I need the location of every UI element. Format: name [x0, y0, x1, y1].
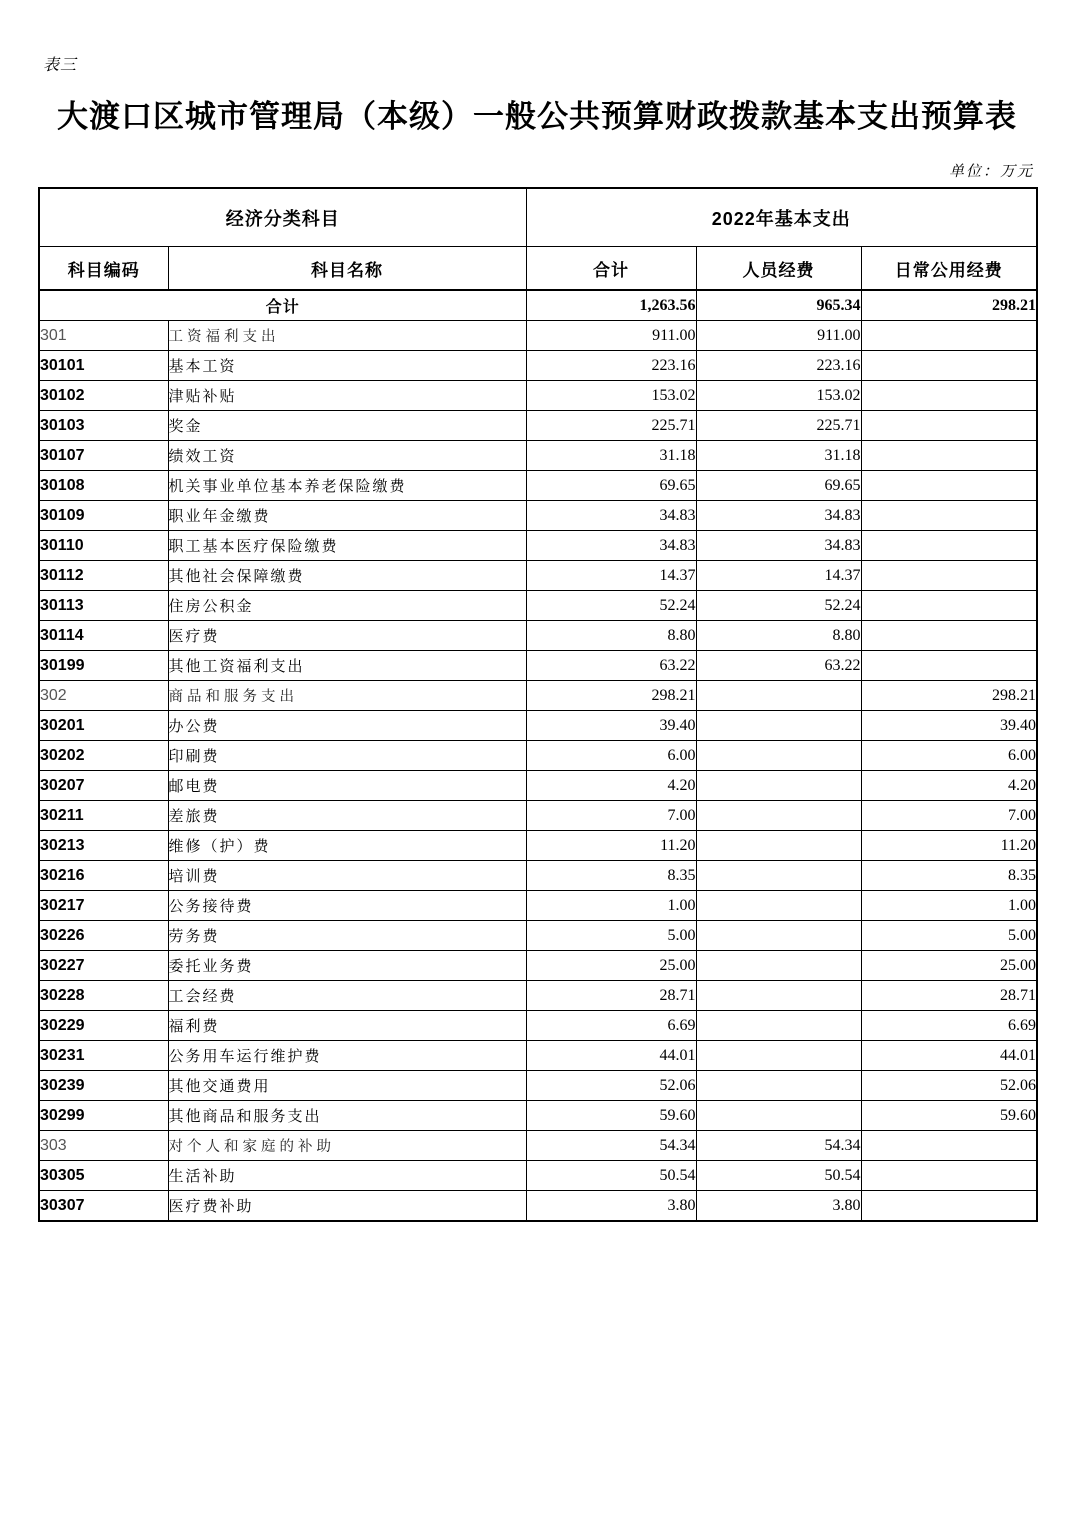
subject-code-cell: 30107 [39, 441, 168, 471]
daily-public-expense-cell [861, 501, 1037, 531]
subject-name-cell: 工资福利支出 [168, 321, 526, 351]
daily-public-expense-cell: 4.20 [861, 771, 1037, 801]
table-row [39, 471, 1037, 501]
total-cell: 44.01 [526, 1041, 696, 1071]
table-row [39, 411, 1037, 441]
daily-public-expense-cell: 11.20 [861, 831, 1037, 861]
total-cell: 31.18 [526, 441, 696, 471]
total-cell: 223.16 [526, 351, 696, 381]
table-row [39, 891, 1037, 921]
total-cell: 8.80 [526, 621, 696, 651]
daily-public-expense-cell: 44.01 [861, 1041, 1037, 1071]
personnel-expense-cell: 14.37 [696, 561, 861, 591]
col-header-total: 合计 [526, 247, 696, 291]
budget-table [38, 187, 1038, 1222]
daily-public-expense-cell [861, 621, 1037, 651]
subject-name-cell: 其他工资福利支出 [168, 651, 526, 681]
personnel-expense-cell [696, 921, 861, 951]
total-cell: 3.80 [526, 1191, 696, 1222]
personnel-expense-cell: 223.16 [696, 351, 861, 381]
subject-code-cell: 30114 [39, 621, 168, 651]
table-row [39, 741, 1037, 771]
subject-code-cell: 30199 [39, 651, 168, 681]
daily-public-expense-cell [861, 381, 1037, 411]
col-header-subject-code: 科目编码 [39, 247, 168, 291]
unit-note: 单位：万元 [948, 162, 1034, 180]
subject-code-cell: 30207 [39, 771, 168, 801]
daily-public-expense-cell: 1.00 [861, 891, 1037, 921]
total-cell: 28.71 [526, 981, 696, 1011]
personnel-expense-cell [696, 1011, 861, 1041]
total-cell: 7.00 [526, 801, 696, 831]
daily-public-expense-cell [861, 1161, 1037, 1191]
subject-code-cell: 30101 [39, 351, 168, 381]
total-cell: 25.00 [526, 951, 696, 981]
personnel-expense-cell [696, 681, 861, 711]
table-row [39, 381, 1037, 411]
total-cell: 1.00 [526, 891, 696, 921]
total-cell: 6.00 [526, 741, 696, 771]
personnel-expense-cell [696, 1101, 861, 1131]
personnel-expense-cell [696, 1041, 861, 1071]
daily-public-expense-cell [861, 1191, 1037, 1222]
table-row [39, 981, 1037, 1011]
daily-public-expense-cell: 59.60 [861, 1101, 1037, 1131]
personnel-expense-cell: 34.83 [696, 501, 861, 531]
daily-public-expense-cell: 298.21 [861, 681, 1037, 711]
grand-total-daily: 298.21 [861, 290, 1037, 321]
subject-name-cell: 绩效工资 [168, 441, 526, 471]
total-cell: 5.00 [526, 921, 696, 951]
subject-code-cell: 30201 [39, 711, 168, 741]
total-cell: 14.37 [526, 561, 696, 591]
table-row [39, 1071, 1037, 1101]
table-row [39, 1191, 1037, 1222]
subject-name-cell: 商品和服务支出 [168, 681, 526, 711]
personnel-expense-cell [696, 891, 861, 921]
personnel-expense-cell [696, 981, 861, 1011]
subject-code-cell: 30102 [39, 381, 168, 411]
subject-name-cell: 其他社会保障缴费 [168, 561, 526, 591]
daily-public-expense-cell: 5.00 [861, 921, 1037, 951]
subject-code-cell: 30211 [39, 801, 168, 831]
table-row [39, 681, 1037, 711]
personnel-expense-cell [696, 711, 861, 741]
table-row [39, 591, 1037, 621]
header-group-row [39, 188, 1037, 247]
total-cell: 59.60 [526, 1101, 696, 1131]
subject-name-cell: 工会经费 [168, 981, 526, 1011]
personnel-expense-cell: 225.71 [696, 411, 861, 441]
subject-code-cell: 30227 [39, 951, 168, 981]
table-row [39, 711, 1037, 741]
personnel-expense-cell: 52.24 [696, 591, 861, 621]
total-cell: 52.06 [526, 1071, 696, 1101]
personnel-expense-cell: 50.54 [696, 1161, 861, 1191]
grand-total-amount: 1,263.56 [526, 290, 696, 321]
subject-name-cell: 津贴补贴 [168, 381, 526, 411]
table-row [39, 501, 1037, 531]
daily-public-expense-cell: 8.35 [861, 861, 1037, 891]
daily-public-expense-cell: 52.06 [861, 1071, 1037, 1101]
daily-public-expense-cell: 7.00 [861, 801, 1037, 831]
subject-name-cell: 劳务费 [168, 921, 526, 951]
daily-public-expense-cell: 6.69 [861, 1011, 1037, 1041]
personnel-expense-cell [696, 951, 861, 981]
daily-public-expense-cell [861, 441, 1037, 471]
daily-public-expense-cell [861, 351, 1037, 381]
table-header [39, 188, 1037, 290]
daily-public-expense-cell [861, 561, 1037, 591]
grand-total-personnel: 965.34 [696, 290, 861, 321]
subject-code-cell: 30299 [39, 1101, 168, 1131]
col-header-personnel-expense: 人员经费 [696, 247, 861, 291]
total-cell: 911.00 [526, 321, 696, 351]
personnel-expense-cell: 69.65 [696, 471, 861, 501]
subject-code-cell: 301 [39, 321, 168, 351]
total-cell: 4.20 [526, 771, 696, 801]
subject-name-cell: 基本工资 [168, 351, 526, 381]
table-row [39, 951, 1037, 981]
table-row [39, 1041, 1037, 1071]
subject-code-cell: 302 [39, 681, 168, 711]
total-cell: 153.02 [526, 381, 696, 411]
subject-code-cell: 303 [39, 1131, 168, 1161]
subject-name-cell: 职工基本医疗保险缴费 [168, 531, 526, 561]
subject-code-cell: 30103 [39, 411, 168, 441]
total-cell: 225.71 [526, 411, 696, 441]
subject-name-cell: 印刷费 [168, 741, 526, 771]
total-cell: 54.34 [526, 1131, 696, 1161]
subject-name-cell: 福利费 [168, 1011, 526, 1041]
total-cell: 52.24 [526, 591, 696, 621]
total-cell: 34.83 [526, 501, 696, 531]
subject-code-cell: 30213 [39, 831, 168, 861]
subject-name-cell: 其他交通费用 [168, 1071, 526, 1101]
daily-public-expense-cell [861, 531, 1037, 561]
subject-code-cell: 30112 [39, 561, 168, 591]
daily-public-expense-cell: 6.00 [861, 741, 1037, 771]
subject-name-cell: 住房公积金 [168, 591, 526, 621]
table-row [39, 771, 1037, 801]
header-2022-basic-expenditure: 2022年基本支出 [526, 188, 1037, 247]
personnel-expense-cell: 153.02 [696, 381, 861, 411]
budget-table-body [39, 290, 1037, 1221]
table-row [39, 921, 1037, 951]
subject-code-cell: 30109 [39, 501, 168, 531]
personnel-expense-cell: 34.83 [696, 531, 861, 561]
daily-public-expense-cell [861, 1131, 1037, 1161]
personnel-expense-cell [696, 741, 861, 771]
subject-code-cell: 30110 [39, 531, 168, 561]
page-title: 大渡口区城市管理局（本级）一般公共预算财政拨款基本支出预算表 [57, 99, 1017, 134]
personnel-expense-cell: 911.00 [696, 321, 861, 351]
subject-name-cell: 差旅费 [168, 801, 526, 831]
subject-name-cell: 生活补助 [168, 1161, 526, 1191]
subject-code-cell: 30217 [39, 891, 168, 921]
subject-name-cell: 公务接待费 [168, 891, 526, 921]
personnel-expense-cell: 63.22 [696, 651, 861, 681]
subject-name-cell: 职业年金缴费 [168, 501, 526, 531]
table-row [39, 651, 1037, 681]
col-header-subject-name: 科目名称 [168, 247, 526, 291]
col-header-daily-public-expense: 日常公用经费 [861, 247, 1037, 291]
table-row [39, 561, 1037, 591]
table-row [39, 441, 1037, 471]
daily-public-expense-cell [861, 651, 1037, 681]
subject-code-cell: 30216 [39, 861, 168, 891]
table-row [39, 531, 1037, 561]
header-columns-row [39, 247, 1037, 291]
daily-public-expense-cell [861, 411, 1037, 441]
personnel-expense-cell [696, 771, 861, 801]
table-label: 表三 [43, 55, 78, 74]
table-row [39, 1131, 1037, 1161]
personnel-expense-cell: 3.80 [696, 1191, 861, 1222]
subject-name-cell: 委托业务费 [168, 951, 526, 981]
table-row [39, 1101, 1037, 1131]
subject-name-cell: 邮电费 [168, 771, 526, 801]
total-cell: 63.22 [526, 651, 696, 681]
subject-name-cell: 医疗费补助 [168, 1191, 526, 1222]
daily-public-expense-cell: 39.40 [861, 711, 1037, 741]
total-cell: 8.35 [526, 861, 696, 891]
daily-public-expense-cell: 25.00 [861, 951, 1037, 981]
subject-code-cell: 30231 [39, 1041, 168, 1071]
daily-public-expense-cell: 28.71 [861, 981, 1037, 1011]
subject-code-cell: 30108 [39, 471, 168, 501]
subject-name-cell: 其他商品和服务支出 [168, 1101, 526, 1131]
grand-total-row [39, 290, 1037, 321]
subject-code-cell: 30202 [39, 741, 168, 771]
personnel-expense-cell [696, 801, 861, 831]
subject-name-cell: 公务用车运行维护费 [168, 1041, 526, 1071]
table-row [39, 351, 1037, 381]
subject-name-cell: 办公费 [168, 711, 526, 741]
total-cell: 69.65 [526, 471, 696, 501]
table-row [39, 321, 1037, 351]
subject-code-cell: 30305 [39, 1161, 168, 1191]
daily-public-expense-cell [861, 321, 1037, 351]
table-row [39, 801, 1037, 831]
subject-name-cell: 培训费 [168, 861, 526, 891]
subject-code-cell: 30229 [39, 1011, 168, 1041]
table-row [39, 831, 1037, 861]
subject-code-cell: 30226 [39, 921, 168, 951]
total-cell: 6.69 [526, 1011, 696, 1041]
table-row [39, 1161, 1037, 1191]
table-row [39, 861, 1037, 891]
subject-name-cell: 对个人和家庭的补助 [168, 1131, 526, 1161]
daily-public-expense-cell [861, 591, 1037, 621]
grand-total-label: 合计 [39, 290, 526, 321]
total-cell: 50.54 [526, 1161, 696, 1191]
subject-name-cell: 奖金 [168, 411, 526, 441]
personnel-expense-cell [696, 1071, 861, 1101]
subject-name-cell: 医疗费 [168, 621, 526, 651]
total-cell: 11.20 [526, 831, 696, 861]
total-cell: 298.21 [526, 681, 696, 711]
subject-code-cell: 30228 [39, 981, 168, 1011]
personnel-expense-cell [696, 861, 861, 891]
personnel-expense-cell [696, 831, 861, 861]
subject-code-cell: 30307 [39, 1191, 168, 1222]
daily-public-expense-cell [861, 471, 1037, 501]
header-economic-classification: 经济分类科目 [39, 188, 526, 247]
subject-name-cell: 机关事业单位基本养老保险缴费 [168, 471, 526, 501]
total-cell: 39.40 [526, 711, 696, 741]
document-page [38, 0, 1036, 1222]
personnel-expense-cell: 54.34 [696, 1131, 861, 1161]
personnel-expense-cell: 31.18 [696, 441, 861, 471]
total-cell: 34.83 [526, 531, 696, 561]
personnel-expense-cell: 8.80 [696, 621, 861, 651]
table-row [39, 621, 1037, 651]
table-row [39, 1011, 1037, 1041]
subject-code-cell: 30113 [39, 591, 168, 621]
subject-code-cell: 30239 [39, 1071, 168, 1101]
subject-name-cell: 维修（护）费 [168, 831, 526, 861]
